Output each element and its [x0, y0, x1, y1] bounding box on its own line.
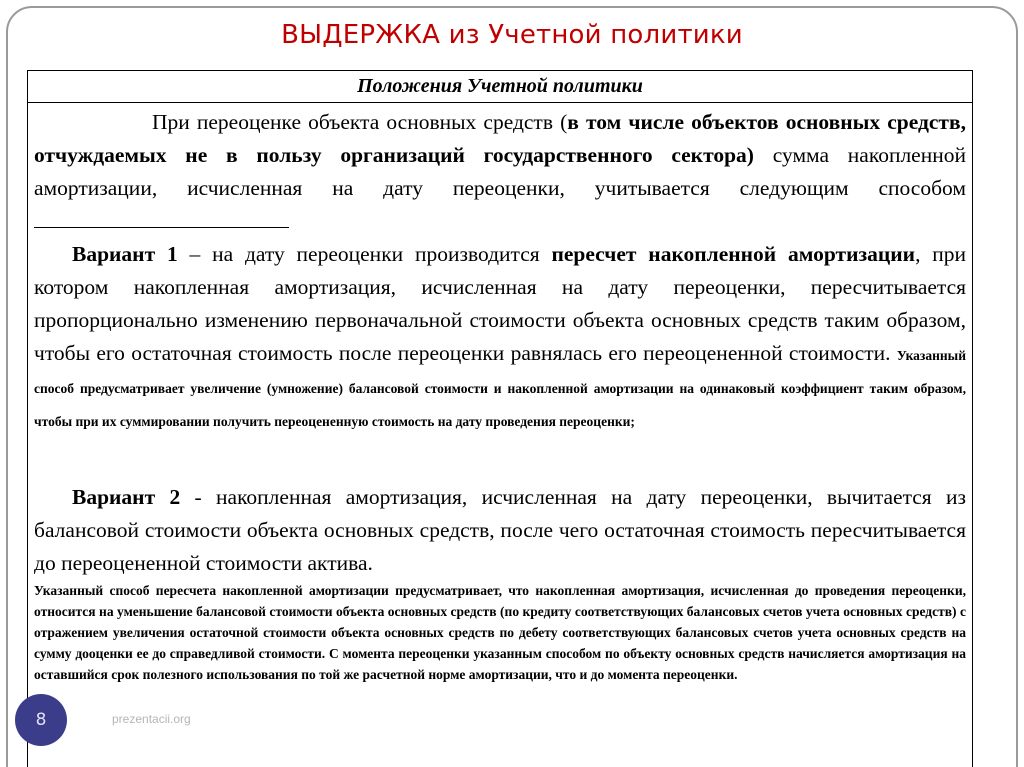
variant-1-paragraph: [34, 238, 966, 436]
variant-1-bold: пересчет накопленной амортизации: [551, 242, 916, 266]
variant-1-note: Указанный способ предусматривает увеличение (умножение) балансовой стоимости и накопленной амортизации на одинаковый коэффициент таким образом, чтобы при их суммировании получить переоцененную стоимость на дату проведения переоценки;: [34, 348, 966, 429]
intro-text: При переоценке объекта основных средств (: [152, 110, 568, 134]
table-header: Положения Учетной политики: [28, 71, 972, 103]
slide-title: ВЫДЕРЖКА из Учетной политики: [281, 20, 743, 50]
page-number-badge: 8: [15, 694, 67, 746]
fill-in-blank: [34, 211, 289, 228]
variant-2-paragraph: [34, 481, 966, 580]
paragraph-intro: [34, 106, 966, 238]
variant-2-text: - накопленная амортизация, исчисленная на дату переоценки, вычитается из балансовой стоимости объекта основных средств, после чего остаточная стоимость пересчитывается до переоцененной стоимости актива.: [34, 485, 966, 575]
variant-1-text: – на дату переоценки производится: [177, 242, 552, 266]
watermark-text: prezentacii.org: [112, 712, 191, 726]
intro-text-end: сумма накопленной амортизации, исчисленная на дату переоценки, учитывается следующим способом: [34, 143, 966, 200]
variant-2-label: Вариант 2: [72, 485, 181, 509]
policy-table: [27, 70, 973, 767]
spacer: [34, 436, 966, 481]
table-body: [28, 103, 972, 685]
intro-bold: в том числе объектов основных средств, отчуждаемых не в пользу организаций государственного сектора): [34, 110, 966, 167]
variant-1-label: Вариант 1: [72, 242, 178, 266]
variant-1-text-end: , при котором накопленная амортизация, исчисленная на дату переоценки, пересчитывается пропорционально изменению первоначальной стоимости объекта основных средств таким образом, чтобы его остаточная стоимость после переоценки равнялась его переоцененной стоимости.: [34, 242, 967, 365]
variant-2-note: Указанный способ пересчета накопленной амортизации предусматривает, что накопленная амортизация, исчисленная до проведения переоценки, относится на уменьшение балансовой стоимости объекта основных средств (по кредиту соответствующих балансовых счетов учета основных средств) с отражением увеличения остаточной стоимости объекта основных средств по дебету соответствующих балансовых счетов учета основных средств на сумму дооценки ее до справедливой стоимости. С момента переоценки указанным способом по объекту основных средств начисляется амортизация на оставшийся срок полезного использования по той же расчетной норме амортизации, что и до момента переоценки.: [34, 583, 966, 682]
